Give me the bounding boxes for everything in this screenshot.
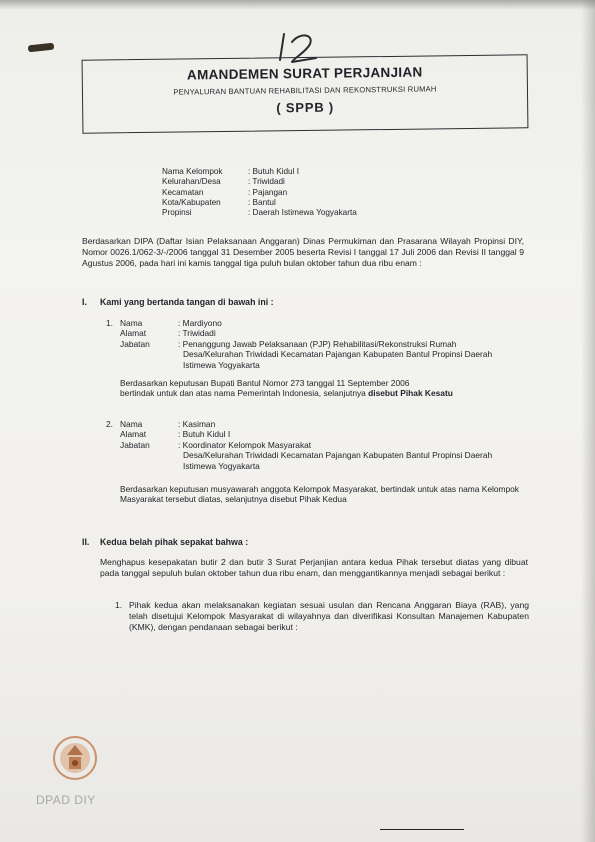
party-row [106,440,513,450]
party-row [106,328,513,338]
party-1 [106,318,513,370]
party-value: : Butuh Kidul I [178,429,231,440]
basis-line: Berdasarkan keputusan Bupati Bantul Nomor 273 tanggal 11 September 2006 [120,378,410,388]
info-row [162,208,357,218]
ink-mark [28,43,55,53]
basis-text: bertindak untuk dan atas nama Pemerintah Indonesia, selanjutnya [120,388,366,399]
scan-shadow-top [0,0,595,10]
archive-watermark: DPAD DIY [36,793,96,807]
document-title: AMANDEMEN SURAT PERJANJIAN [186,64,423,83]
party-value: : Koordinator Kelompok Masyarakat [178,439,312,450]
document-code: ( SPPB ) [276,99,335,116]
info-value: : Pajangan [248,187,288,197]
scan-shadow-right [581,0,595,842]
info-label: Nama Kelompok [162,167,223,176]
section-1-heading [82,297,522,309]
party-row [106,419,513,429]
party-row [106,349,513,370]
info-value: : Bantul [248,197,276,207]
info-value: : Triwidadi [248,177,285,187]
party-number: 1. [106,318,113,328]
party-label: Nama [120,419,143,429]
section-2-body: Menghapus kesepakatan butir 2 dan butir 3 Surat Perjanjian antara kedua Pihak tersebut diatas yang dibuat pada tanggal sepuluh bulan oktober tahun dua ribu enam, dan menggantikannya menjadi sebagai berikut : [100,557,528,579]
party-row [106,318,513,328]
info-label: Kelurahan/Desa [162,177,221,187]
item-text: Pihak kedua akan melaksanakan kegiatan sesuai usulan dan Rencana Anggaran Biaya (RAB), yang telah disetujui Kelompok Masyarakat di wilayahnya dan diverifikasi Konsultan Manajemen Kabupaten (KMK), dengan pendanaan sebagai berikut : [129,600,529,633]
info-row [162,198,357,208]
item-number: 1. [115,600,123,610]
section-2-heading [82,537,522,549]
party-label: Jabatan [120,338,150,349]
party-value: : Triwidadi [178,328,216,339]
party-value: : Kasiman [178,419,216,429]
seal-stamp [52,735,98,781]
group-info [162,167,357,218]
bottom-rule [380,829,464,830]
party-1-basis [120,378,530,399]
section-number: I. [82,297,87,307]
intro-paragraph: Berdasarkan DIPA (Daftar Isian Pelaksanaan Anggaran) Dinas Permukiman dan Prasarana Wilayah Propinsi DIY, Nomor 0026.1/062-3/-/2006 tanggal 31 Desember 2005 beserta Revisi I tanggal 17 Juli 2006 dan Revisi II tanggal 9 Agustus 2006, pada hari ini kamis tanggal tiga puluh bulan oktober tahun dua ribu enam : [82,236,524,269]
party-jabatan-continued: Desa/Kelurahan Triwidadi Kecamatan Pajangan Kabupaten Bantul Propinsi Daerah Istimewa Yogyakarta [183,349,493,370]
party-label: Alamat [120,429,147,440]
section-title: Kami yang bertanda tangan di bawah ini : [100,297,274,307]
title-box [82,54,529,133]
party-2 [106,419,513,471]
party-value: : Mardiyono [178,318,222,328]
section-number: II. [82,537,90,547]
party-label: Nama [120,318,143,328]
party-number: 2. [106,419,113,429]
info-label: Kota/Kabupaten [162,197,221,207]
party-row [106,429,513,439]
info-row [162,177,357,187]
party-value: : Penanggung Jawab Pelaksanaan (PJP) Rehabilitasi/Rekonstruksi Rumah [178,338,457,349]
info-value: : Butuh Kidul I [248,167,299,176]
party-label: Alamat [120,328,147,339]
party-designation: disebut Pihak Kesatu [368,388,453,399]
info-label: Propinsi [162,208,192,218]
party-label: Jabatan [120,439,150,450]
basis-line-2 [120,388,530,398]
info-value: : Daerah Istimewa Yogyakarta [248,208,357,218]
info-row [162,188,357,198]
party-2-basis: Berdasarkan keputusan musyawarah anggota Kelompok Masyarakat, bertindak untuk atas nama Kelompok Masyarakat tersebut diatas, selanjutnya disebut Pihak Kedua [120,484,519,505]
party-row [106,450,513,471]
party-jabatan-continued: Desa/Kelurahan Triwidadi Kecamatan Pajangan Kabupaten Bantul Propinsi Daerah Istimewa Yogyakarta [183,450,493,471]
info-label: Kecamatan [162,187,204,197]
section-2-item-1 [115,600,529,634]
party-row [106,339,513,349]
info-row [162,167,357,177]
document-subtitle: PENYALURAN BANTUAN REHABILITASI DAN REKONSTRUKSI RUMAH [173,84,437,97]
section-title: Kedua belah pihak sepakat bahwa : [100,537,249,547]
